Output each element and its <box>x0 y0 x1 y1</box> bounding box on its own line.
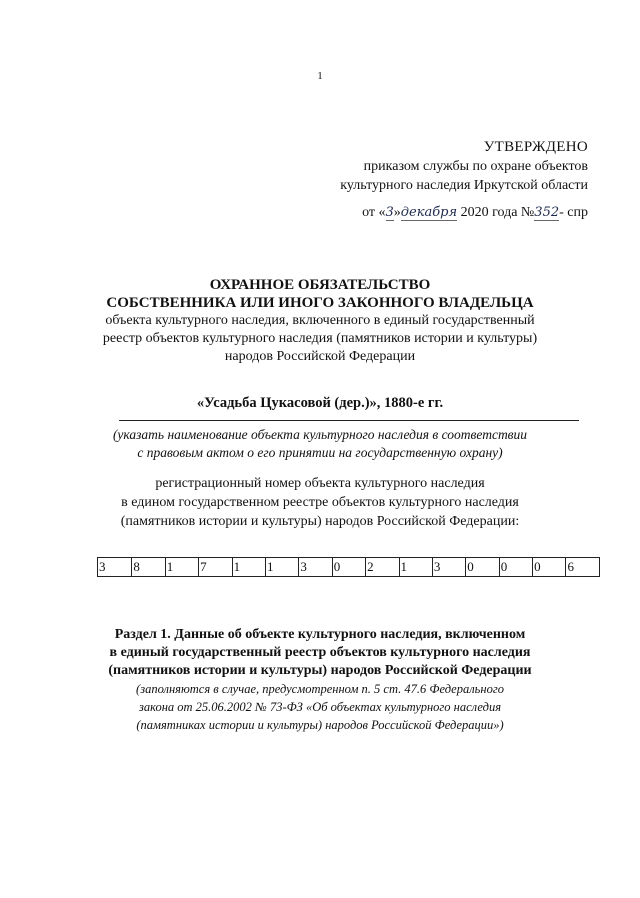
object-name: «Усадьба Цукасовой (дер.)», 1880-е гг. <box>196 395 444 411</box>
hint-line-2: с правовым актом о его принятии на государственную охрану) <box>137 445 503 460</box>
page-number: 1 <box>317 70 323 82</box>
approval-heading: УТВЕРЖДЕНО <box>483 139 588 155</box>
handwritten-month: декабря <box>400 205 458 220</box>
approval-quote: » <box>393 205 401 220</box>
registration-caption <box>0 474 640 531</box>
approval-from: от « <box>362 205 386 220</box>
registration-digit-cell: 1 <box>165 558 198 576</box>
registration-number-cells <box>97 557 600 577</box>
registration-line-1: регистрационный номер объекта культурного наследия <box>155 476 485 491</box>
approval-year: 2020 года № <box>457 205 535 220</box>
registration-digit-cell: 0 <box>499 558 532 576</box>
document-title <box>0 276 640 366</box>
section-note-1: (заполняются в случае, предусмотренном п. 5 ст. 47.6 Федерального <box>136 682 504 696</box>
approval-signature-line <box>340 203 588 222</box>
section-line-3: (памятников истории и культуры) народов Российской Федерации <box>108 663 532 678</box>
registration-line-2: в едином государственном реестре объектов культурного наследия <box>121 495 519 510</box>
title-line-5: народов Российской Федерации <box>224 349 416 364</box>
registration-digit-cell: 1 <box>232 558 265 576</box>
registration-digit-cell: 0 <box>465 558 498 576</box>
approval-stamp <box>340 138 588 222</box>
registration-digit-cell: 3 <box>298 558 331 576</box>
registration-digit-cell: 3 <box>99 559 106 574</box>
registration-digit-cell: 7 <box>198 558 231 576</box>
registration-digit-cell: 0 <box>532 558 565 576</box>
registration-digit-cell: 2 <box>365 558 398 576</box>
title-line-4: реестр объектов культурного наследия (памятников истории и культуры) <box>102 331 538 346</box>
section-note-3: (памятниках истории и культуры) народов Российской Федерации») <box>136 718 504 732</box>
registration-digit-cell: 1 <box>399 558 432 576</box>
section-1-heading <box>0 626 640 734</box>
section-line-1: Раздел 1. Данные об объекте культурного наследия, включенном <box>114 627 526 642</box>
section-line-2: в единый государственный реестр объектов культурного наследия <box>109 645 531 660</box>
hint-line-1: (указать наименование объекта культурного наследия в соответствии <box>112 427 528 442</box>
registration-digit-cell: 6 <box>565 558 598 576</box>
section-note-2: закона от 25.06.2002 № 73-ФЗ «Об объектах культурного наследия <box>138 700 502 714</box>
handwritten-day: 3 <box>385 205 394 220</box>
title-line-2: СОБСТВЕННИКА ИЛИ ИНОГО ЗАКОННОГО ВЛАДЕЛЬЦА <box>106 295 534 311</box>
registration-digit-cell: 0 <box>332 558 365 576</box>
title-line-3: объекта культурного наследия, включенного в единый государственный <box>105 313 535 328</box>
approval-line-1: приказом службы по охране объектов <box>363 159 588 174</box>
object-name-underline <box>119 420 579 421</box>
registration-line-3: (памятников истории и культуры) народов Российской Федерации: <box>120 514 520 529</box>
object-name-hint <box>60 426 580 462</box>
handwritten-order-number: 352 <box>534 205 560 220</box>
registration-digit-cell: 3 <box>432 558 465 576</box>
approval-suffix: - спр <box>559 205 588 220</box>
registration-digit-cell: 8 <box>131 558 164 576</box>
title-line-1: ОХРАННОЕ ОБЯЗАТЕЛЬСТВО <box>209 277 431 293</box>
approval-line-2: культурного наследия Иркутской области <box>340 178 588 193</box>
registration-digit-cell: 1 <box>265 558 298 576</box>
